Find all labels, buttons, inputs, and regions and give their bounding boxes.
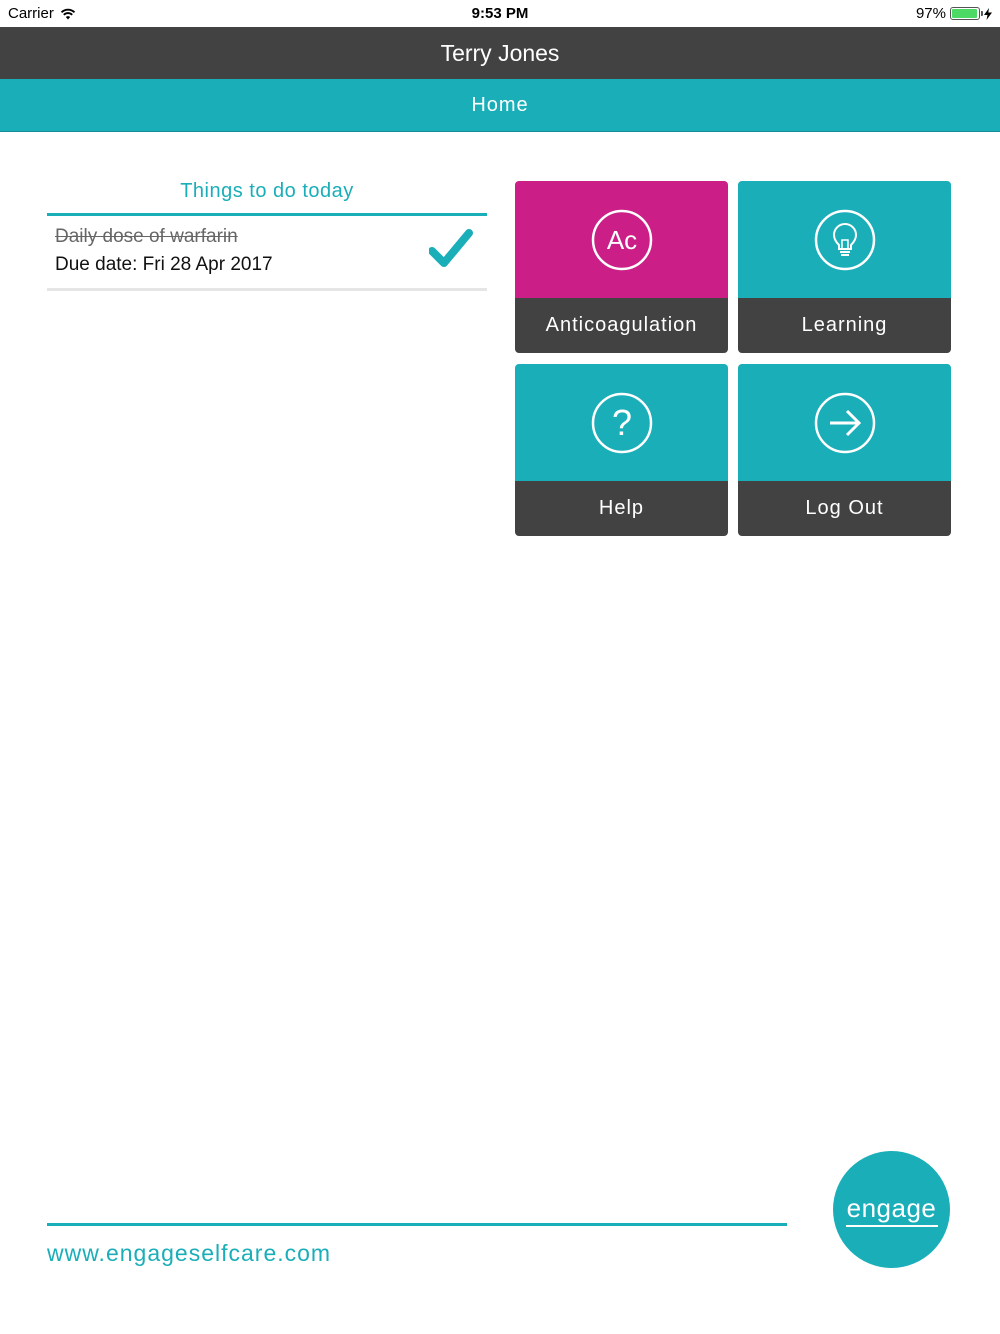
checkmark-icon[interactable]	[429, 229, 473, 269]
status-time: 9:53 PM	[471, 5, 529, 22]
logout-tile-top	[738, 364, 951, 481]
logout-label: Log Out	[738, 481, 951, 536]
logo-underline	[846, 1225, 938, 1227]
help-tile[interactable]	[515, 364, 728, 536]
ac-icon	[590, 208, 654, 272]
help-tile-top	[515, 364, 728, 481]
todo-item-title: Daily dose of warfarin	[55, 226, 238, 247]
question-icon-text: ?	[611, 401, 632, 443]
user-title-bar	[0, 27, 1000, 79]
help-label: Help	[515, 481, 728, 536]
charging-icon	[984, 8, 992, 20]
logout-tile[interactable]	[738, 364, 951, 536]
menu-tiles	[515, 181, 951, 536]
engage-logo	[833, 1151, 950, 1268]
user-name: Terry Jones	[440, 39, 560, 66]
learning-tile[interactable]	[738, 181, 951, 353]
nav-bar	[0, 79, 1000, 132]
battery-fill	[952, 9, 977, 18]
learning-label: Learning	[738, 298, 951, 353]
status-bar	[0, 0, 1000, 27]
todo-title: Things to do today	[47, 180, 487, 216]
ac-icon-text: Ac	[606, 224, 637, 255]
battery-icon	[950, 7, 980, 20]
logo-text: engage	[846, 1192, 937, 1223]
page-title: Home	[471, 93, 529, 116]
website-link[interactable]: www.engageselfcare.com	[47, 1240, 332, 1266]
todo-item-due-date: Due date: Fri 28 Apr 2017	[55, 254, 273, 275]
arrow-right-icon	[813, 391, 877, 455]
anticoagulation-label: Anticoagulation	[515, 298, 728, 353]
anticoagulation-tile-top	[515, 181, 728, 298]
anticoagulation-tile[interactable]	[515, 181, 728, 353]
todo-panel	[47, 180, 487, 291]
todo-item[interactable]	[47, 216, 487, 291]
battery-percent: 97%	[915, 5, 946, 22]
learning-tile-top	[738, 181, 951, 298]
question-icon	[590, 391, 654, 455]
footer-divider	[47, 1223, 787, 1226]
lightbulb-icon	[813, 208, 877, 272]
carrier-label: Carrier	[8, 5, 54, 22]
